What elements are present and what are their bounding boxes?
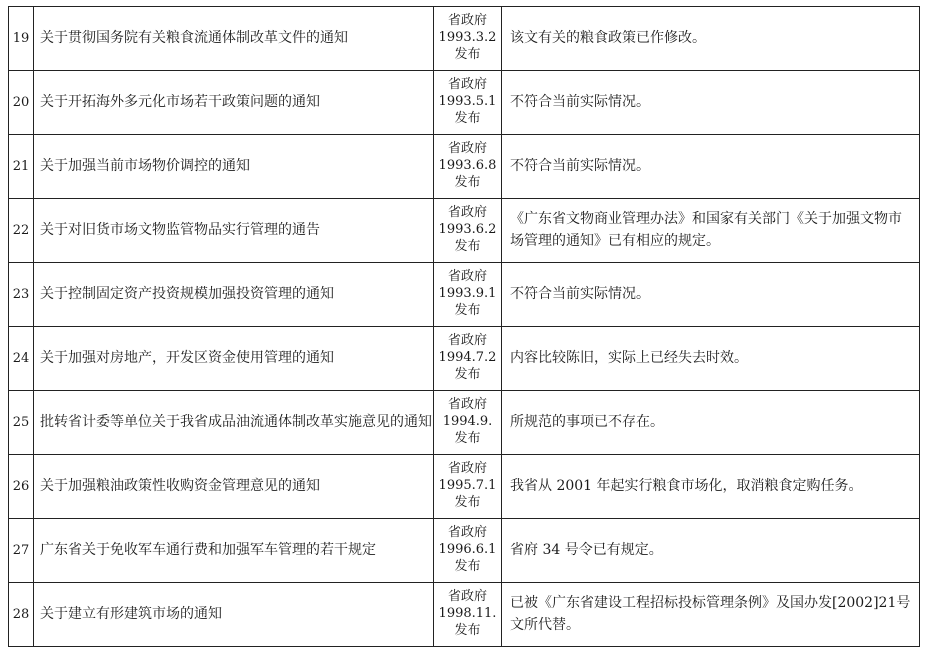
document-title: 广东省关于免收军车通行费和加强军车管理的若干规定 xyxy=(34,519,434,583)
document-title: 批转省计委等单位关于我省成品油流通体制改革实施意见的通知 xyxy=(34,391,434,455)
issuer-cell xyxy=(434,583,502,647)
remark: 内容比较陈旧，实际上已经失去时效。 xyxy=(502,327,920,391)
issuer-cell xyxy=(434,263,502,327)
issuer-name: 省政府 xyxy=(447,205,487,221)
remark: 已被《广东省建设工程招标投标管理条例》及国办发[2002]21号文所代替。 xyxy=(502,583,920,647)
issue-date: 1995.7.1 xyxy=(438,478,497,494)
document-title: 关于对旧货市场文物监管物品实行管理的通告 xyxy=(34,199,434,263)
publish-label: 发布 xyxy=(454,494,481,510)
issuer-name: 省政府 xyxy=(447,397,487,413)
remark: 不符合当前实际情况。 xyxy=(502,71,920,135)
table-row xyxy=(9,391,920,455)
issuer-name: 省政府 xyxy=(447,77,487,93)
row-number: 22 xyxy=(9,199,34,263)
row-number: 24 xyxy=(9,327,34,391)
table-row xyxy=(9,327,920,391)
remark: 不符合当前实际情况。 xyxy=(502,135,920,199)
issuer-name: 省政府 xyxy=(447,333,487,349)
row-number: 23 xyxy=(9,263,34,327)
row-number: 27 xyxy=(9,519,34,583)
table-row xyxy=(9,135,920,199)
document-title: 关于加强对房地产，开发区资金使用管理的通知 xyxy=(34,327,434,391)
issuer-cell xyxy=(434,7,502,71)
remark: 我省从 2001 年起实行粮食市场化，取消粮食定购任务。 xyxy=(502,455,920,519)
row-number: 20 xyxy=(9,71,34,135)
table-row xyxy=(9,583,920,647)
table-row xyxy=(9,199,920,263)
document-title: 关于加强当前市场物价调控的通知 xyxy=(34,135,434,199)
issuer-cell xyxy=(434,455,502,519)
document-title: 关于开拓海外多元化市场若干政策问题的通知 xyxy=(34,71,434,135)
table-row xyxy=(9,519,920,583)
issuer-name: 省政府 xyxy=(447,13,487,29)
publish-label: 发布 xyxy=(454,46,481,62)
row-number: 19 xyxy=(9,7,34,71)
remark: 所规范的事项已不存在。 xyxy=(502,391,920,455)
issuer-cell xyxy=(434,327,502,391)
publish-label: 发布 xyxy=(454,622,481,638)
issue-date: 1996.6.1 xyxy=(438,542,497,558)
publish-label: 发布 xyxy=(454,366,481,382)
issuer-name: 省政府 xyxy=(447,141,487,157)
remark: 《广东省文物商业管理办法》和国家有关部门《关于加强文物市场管理的通知》已有相应的规定。 xyxy=(502,199,920,263)
issue-date: 1993.3.2 xyxy=(438,30,497,46)
issuer-name: 省政府 xyxy=(447,525,487,541)
document-title: 关于建立有形建筑市场的通知 xyxy=(34,583,434,647)
issue-date: 1993.5.1 xyxy=(438,94,497,110)
document-title: 关于加强粮油政策性收购资金管理意见的通知 xyxy=(34,455,434,519)
issuer-cell xyxy=(434,391,502,455)
row-number: 21 xyxy=(9,135,34,199)
issue-date: 1993.6.2 xyxy=(438,222,497,238)
remark: 该文有关的粮食政策已作修改。 xyxy=(502,7,920,71)
document-title: 关于贯彻国务院有关粮食流通体制改革文件的通知 xyxy=(34,7,434,71)
issue-date: 1998.11. xyxy=(438,606,497,622)
issue-date: 1994.7.2 xyxy=(438,350,497,366)
table-body xyxy=(9,7,920,647)
issue-date: 1993.9.1 xyxy=(438,286,497,302)
issuer-cell xyxy=(434,71,502,135)
issuer-name: 省政府 xyxy=(447,589,487,605)
row-number: 26 xyxy=(9,455,34,519)
issuer-name: 省政府 xyxy=(447,461,487,477)
publish-label: 发布 xyxy=(454,558,481,574)
publish-label: 发布 xyxy=(454,430,481,446)
remark: 省府 34 号令已有规定。 xyxy=(502,519,920,583)
publish-label: 发布 xyxy=(454,110,481,126)
row-number: 28 xyxy=(9,583,34,647)
page-edge xyxy=(930,0,935,652)
remark: 不符合当前实际情况。 xyxy=(502,263,920,327)
issuer-cell xyxy=(434,199,502,263)
issue-date: 1994.9. xyxy=(442,414,493,430)
publish-label: 发布 xyxy=(454,174,481,190)
table-row xyxy=(9,7,920,71)
issue-date: 1993.6.8 xyxy=(438,158,497,174)
document-title: 关于控制固定资产投资规模加强投资管理的通知 xyxy=(34,263,434,327)
publish-label: 发布 xyxy=(454,302,481,318)
issuer-cell xyxy=(434,135,502,199)
table-row xyxy=(9,263,920,327)
publish-label: 发布 xyxy=(454,238,481,254)
issuer-cell xyxy=(434,519,502,583)
document-table xyxy=(8,6,920,647)
table-row xyxy=(9,71,920,135)
table-row xyxy=(9,455,920,519)
row-number: 25 xyxy=(9,391,34,455)
issuer-name: 省政府 xyxy=(447,269,487,285)
